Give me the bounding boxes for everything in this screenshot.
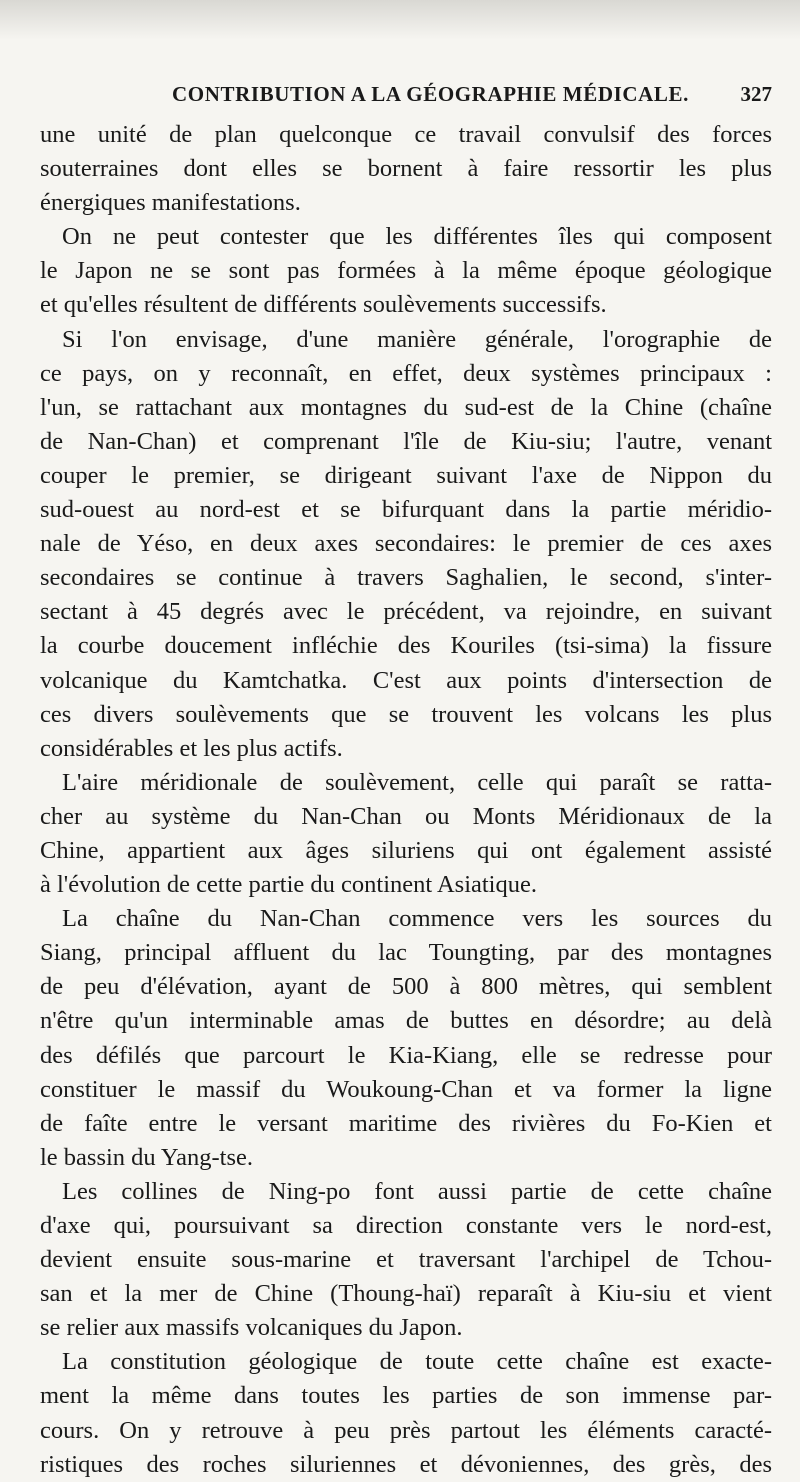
scan-edge-shading: [0, 0, 800, 40]
text-line: et qu'elles résultent de différents soulèvements successifs.: [40, 291, 607, 319]
text-line: énergiques manifestations.: [40, 189, 301, 217]
text-line: devient ensuite sous-marine et traversant l'archipel de Tchou-: [40, 1246, 772, 1274]
text-line: sectant à 45 degrés avec le précédent, va rejoindre, en suivant: [40, 598, 772, 626]
text-line: de Nan-Chan) et comprenant l'île de Kiu-siu; l'autre, venant: [40, 427, 772, 455]
text-line: des défilés que parcourt le Kia-Kiang, elle se redresse pour: [40, 1041, 772, 1069]
text-line: n'être qu'un interminable amas de buttes en désordre; au delà: [40, 1007, 772, 1035]
text-line: de faîte entre le versant maritime des rivières du Fo-Kien et: [40, 1109, 772, 1137]
text-line: ment la même dans toutes les parties de son immense par-: [40, 1382, 772, 1410]
text-line: d'axe qui, poursuivant sa direction constante vers le nord-est,: [40, 1212, 772, 1239]
text-line: secondaires se continue à travers Saghalien, le second, s'inter-: [40, 564, 772, 592]
text-line: la courbe doucement infléchie des Kouriles (tsi-sima) la fissure: [40, 632, 772, 660]
text-line: ce pays, on y reconnaît, en effet, deux systèmes principaux :: [40, 359, 772, 387]
text-line: Chine, appartient aux âges siluriens qui ont également assisté: [40, 836, 772, 864]
text-line: l'un, se rattachant aux montagnes du sud-est de la Chine (chaîne: [40, 393, 772, 421]
text-line: sud-ouest au nord-est et se bifurquant dans la partie méridio-: [40, 496, 772, 524]
page-number: 327: [740, 82, 772, 106]
text-line: Les collines de Ning-po font aussi partie de cette chaîne: [62, 1177, 772, 1205]
text-line: ristiques des roches siluriennes et dévoniennes, des grès, des: [40, 1450, 772, 1478]
running-title: CONTRIBUTION A LA GÉOGRAPHIE MÉDICALE.: [172, 82, 689, 106]
text-line: cours. On y retrouve à peu près partout les éléments caracté-: [40, 1416, 772, 1444]
text-line: considérables et les plus actifs.: [40, 734, 343, 762]
page-header: [40, 82, 772, 116]
text-line: à l'évolution de cette partie du continent Asiatique.: [40, 871, 537, 899]
text-line: On ne peut contester que les différentes îles qui composent: [62, 223, 772, 251]
text-line: volcanique du Kamtchatka. C'est aux points d'intersection de: [40, 666, 772, 694]
body-text: [40, 118, 772, 1482]
text-line: La chaîne du Nan-Chan commence vers les sources du: [62, 905, 772, 933]
text-line: le bassin du Yang-tse.: [40, 1143, 254, 1171]
text-line: ces divers soulèvements que se trouvent les volcans les plus: [40, 700, 772, 728]
text-line: La constitution géologique de toute cette chaîne est exacte-: [62, 1348, 772, 1376]
text-line: san et la mer de Chine (Thoung-haï) reparaît à Kiu-siu et vient: [40, 1280, 772, 1308]
text-line: Si l'on envisage, d'une manière générale, l'orographie de: [62, 325, 772, 353]
text-line: Siang, principal affluent du lac Toungting, par des montagnes: [40, 939, 772, 967]
text-line: L'aire méridionale de soulèvement, celle qui paraît se ratta-: [62, 768, 772, 796]
text-line: cher au système du Nan-Chan ou Monts Méridionaux de la: [40, 802, 772, 830]
text-line: souterraines dont elles se bornent à faire ressortir les plus: [40, 155, 772, 183]
text-line: nale de Yéso, en deux axes secondaires: le premier de ces axes: [40, 530, 772, 558]
text-line: couper le premier, se dirigeant suivant l'axe de Nippon du: [40, 461, 772, 489]
text-line: constituer le massif du Woukoung-Chan et va former la ligne: [40, 1075, 772, 1103]
text-line: une unité de plan quelconque ce travail convulsif des forces: [40, 121, 772, 148]
text-line: de peu d'élévation, ayant de 500 à 800 mètres, qui semblent: [40, 973, 772, 1001]
text-line: le Japon ne se sont pas formées à la même époque géologique: [40, 257, 772, 285]
text-line: se relier aux massifs volcaniques du Japon.: [40, 1314, 463, 1342]
